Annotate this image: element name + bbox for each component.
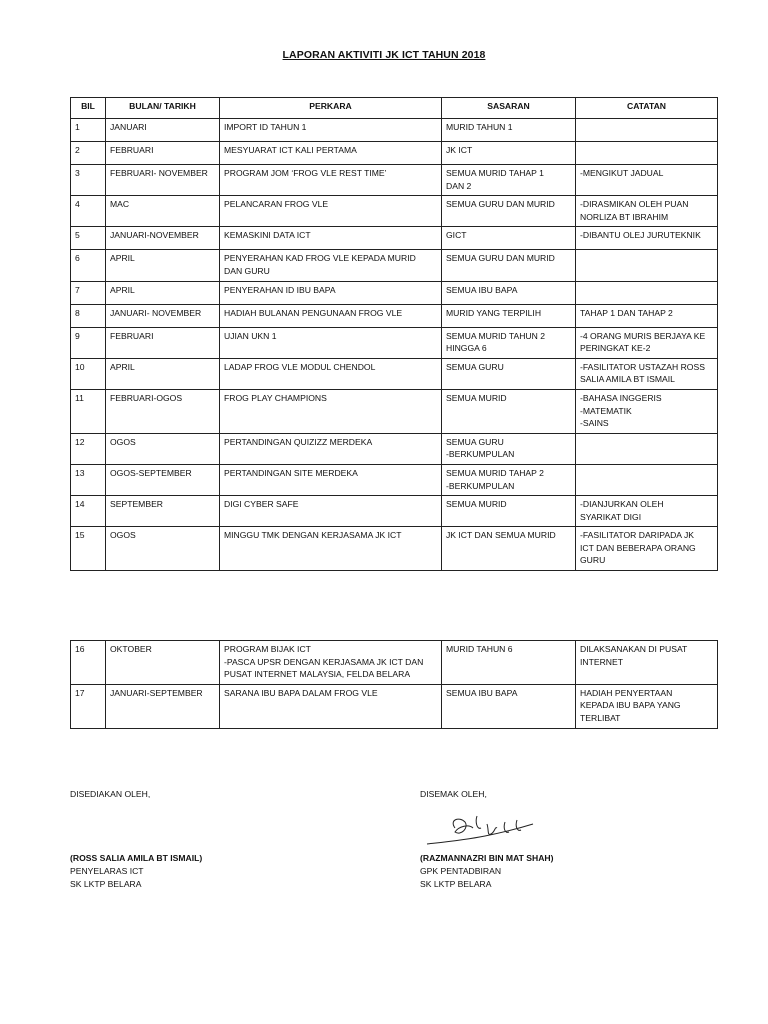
header-bulan: BULAN/ TARIKH xyxy=(106,98,220,119)
cell-catatan xyxy=(576,433,718,464)
cell-sasaran: JK ICT DAN SEMUA MURID xyxy=(442,527,576,571)
signature-block-checked xyxy=(420,852,554,891)
page-title: LAPORAN AKTIVITI JK ICT TAHUN 2018 xyxy=(282,49,486,61)
cell-perkara: DIGI CYBER SAFE xyxy=(220,496,442,527)
cell-catatan: TAHAP 1 DAN TAHAP 2 xyxy=(576,304,718,327)
checked-by-label: DISEMAK OLEH, xyxy=(420,789,487,799)
cell-perkara: FROG PLAY CHAMPIONS xyxy=(220,389,442,433)
table-body-continued xyxy=(71,641,718,729)
cell-sasaran: SEMUA GURU DAN MURID xyxy=(442,250,576,281)
cell-sasaran: SEMUA MURID xyxy=(442,496,576,527)
table-row xyxy=(71,684,718,728)
table-row xyxy=(71,389,718,433)
cell-bil: 13 xyxy=(71,464,106,495)
signature-block-prepared xyxy=(70,852,202,891)
cell-bil: 5 xyxy=(71,227,106,250)
cell-bulan: APRIL xyxy=(106,250,220,281)
cell-bil: 1 xyxy=(71,119,106,142)
cell-bil: 16 xyxy=(71,641,106,685)
cell-bulan: OKTOBER xyxy=(106,641,220,685)
preparer-name: (ROSS SALIA AMILA BT ISMAIL) xyxy=(70,853,203,863)
cell-perkara: PELANCARAN FROG VLE xyxy=(220,196,442,227)
prepared-by-label: DISEDIAKAN OLEH, xyxy=(70,789,151,799)
cell-sasaran: SEMUA IBU BAPA xyxy=(442,281,576,304)
table-header-row xyxy=(71,98,718,119)
cell-bulan: FEBRUARI- NOVEMBER xyxy=(106,165,220,196)
cell-catatan: -DIANJURKAN OLEH SYARIKAT DIGI xyxy=(576,496,718,527)
cell-sasaran: MURID TAHUN 6 xyxy=(442,641,576,685)
cell-bil: 11 xyxy=(71,389,106,433)
table-row xyxy=(71,496,718,527)
table-row xyxy=(71,196,718,227)
cell-perkara: PERTANDINGAN SITE MERDEKA xyxy=(220,464,442,495)
cell-bulan: JANUARI-NOVEMBER xyxy=(106,227,220,250)
table-row xyxy=(71,142,718,165)
cell-perkara: LADAP FROG VLE MODUL CHENDOL xyxy=(220,358,442,389)
cell-sasaran: SEMUA MURID xyxy=(442,389,576,433)
activity-table-continued xyxy=(70,640,718,729)
table-row xyxy=(71,250,718,281)
cell-sasaran: SEMUA GURU DAN MURID xyxy=(442,196,576,227)
header-sasaran: SASARAN xyxy=(442,98,576,119)
cell-bulan: APRIL xyxy=(106,281,220,304)
cell-catatan xyxy=(576,119,718,142)
cell-perkara: HADIAH BULANAN PENGUNAAN FROG VLE xyxy=(220,304,442,327)
cell-catatan: -DIRASMIKAN OLEH PUAN NORLIZA BT IBRAHIM xyxy=(576,196,718,227)
cell-bil: 7 xyxy=(71,281,106,304)
table-row xyxy=(71,119,718,142)
cell-catatan: -FASILITATOR DARIPADA JK ICT DAN BEBERAPA ORANG GURU xyxy=(576,527,718,571)
checker-name: (RAZMANNAZRI BIN MAT SHAH) xyxy=(420,853,554,863)
cell-perkara: IMPORT ID TAHUN 1 xyxy=(220,119,442,142)
cell-bil: 15 xyxy=(71,527,106,571)
header-bil: BIL xyxy=(71,98,106,119)
cell-bulan: OGOS xyxy=(106,433,220,464)
cell-bil: 9 xyxy=(71,327,106,358)
cell-catatan xyxy=(576,142,718,165)
cell-bil: 6 xyxy=(71,250,106,281)
cell-catatan: -MENGIKUT JADUAL xyxy=(576,165,718,196)
cell-bil: 3 xyxy=(71,165,106,196)
cell-sasaran: SEMUA GURU -BERKUMPULAN xyxy=(442,433,576,464)
cell-sasaran: SEMUA MURID TAHAP 2 -BERKUMPULAN xyxy=(442,464,576,495)
cell-perkara: PERTANDINGAN QUIZIZZ MERDEKA xyxy=(220,433,442,464)
cell-catatan: -DIBANTU OLEJ JURUTEKNIK xyxy=(576,227,718,250)
cell-sasaran: SEMUA MURID TAHUN 2 HINGGA 6 xyxy=(442,327,576,358)
table-row xyxy=(71,327,718,358)
cell-bulan: SEPTEMBER xyxy=(106,496,220,527)
cell-bil: 12 xyxy=(71,433,106,464)
cell-catatan: -4 ORANG MURIS BERJAYA KE PERINGKAT KE-2 xyxy=(576,327,718,358)
table-row xyxy=(71,527,718,571)
cell-catatan: -FASILITATOR USTAZAH ROSS SALIA AMILA BT ISMAIL xyxy=(576,358,718,389)
activity-table xyxy=(70,97,718,571)
cell-bulan: MAC xyxy=(106,196,220,227)
cell-perkara: PROGRAM JOM ‘FROG VLE REST TIME’ xyxy=(220,165,442,196)
cell-catatan: -BAHASA INGGERIS -MATEMATIK -SAINS xyxy=(576,389,718,433)
table-row xyxy=(71,433,718,464)
table-row xyxy=(71,281,718,304)
cell-catatan: DILAKSANAKAN DI PUSAT INTERNET xyxy=(576,641,718,685)
cell-bulan: JANUARI xyxy=(106,119,220,142)
table-row xyxy=(71,227,718,250)
cell-bil: 2 xyxy=(71,142,106,165)
cell-bil: 14 xyxy=(71,496,106,527)
preparer-org: SK LKTP BELARA xyxy=(70,879,142,889)
cell-bulan: APRIL xyxy=(106,358,220,389)
cell-bil: 4 xyxy=(71,196,106,227)
cell-bil: 17 xyxy=(71,684,106,728)
table-row xyxy=(71,641,718,685)
table-row xyxy=(71,304,718,327)
cell-sasaran: SEMUA MURID TAHAP 1 DAN 2 xyxy=(442,165,576,196)
cell-sasaran: SEMUA IBU BAPA xyxy=(442,684,576,728)
cell-perkara: PROGRAM BIJAK ICT -PASCA UPSR DENGAN KERJASAMA JK ICT DAN PUSAT INTERNET MALAYSIA, FELDA BELARA xyxy=(220,641,442,685)
cell-bulan: OGOS xyxy=(106,527,220,571)
cell-bulan: JANUARI- NOVEMBER xyxy=(106,304,220,327)
cell-sasaran: MURID YANG TERPILIH xyxy=(442,304,576,327)
cell-bulan: FEBRUARI-OGOS xyxy=(106,389,220,433)
cell-sasaran: JK ICT xyxy=(442,142,576,165)
table-row xyxy=(71,165,718,196)
cell-perkara: MESYUARAT ICT KALI PERTAMA xyxy=(220,142,442,165)
cell-sasaran: MURID TAHUN 1 xyxy=(442,119,576,142)
cell-bulan: FEBRUARI xyxy=(106,327,220,358)
preparer-role: PENYELARAS ICT xyxy=(70,866,144,876)
cell-catatan xyxy=(576,250,718,281)
cell-sasaran: GICT xyxy=(442,227,576,250)
cell-perkara: KEMASKINI DATA ICT xyxy=(220,227,442,250)
table-body xyxy=(71,119,718,571)
cell-perkara: PENYERAHAN KAD FROG VLE KEPADA MURID DAN GURU xyxy=(220,250,442,281)
handwritten-signature xyxy=(425,806,535,852)
header-perkara: PERKARA xyxy=(220,98,442,119)
table-row xyxy=(71,358,718,389)
cell-sasaran: SEMUA GURU xyxy=(442,358,576,389)
cell-perkara: MINGGU TMK DENGAN KERJASAMA JK ICT xyxy=(220,527,442,571)
cell-bulan: OGOS-SEPTEMBER xyxy=(106,464,220,495)
cell-bil: 10 xyxy=(71,358,106,389)
cell-bulan: JANUARI-SEPTEMBER xyxy=(106,684,220,728)
checker-role: GPK PENTADBIRAN xyxy=(420,866,502,876)
cell-bulan: FEBRUARI xyxy=(106,142,220,165)
cell-catatan xyxy=(576,464,718,495)
cell-perkara: SARANA IBU BAPA DALAM FROG VLE xyxy=(220,684,442,728)
cell-catatan xyxy=(576,281,718,304)
cell-catatan: HADIAH PENYERTAAN KEPADA IBU BAPA YANG TERLIBAT xyxy=(576,684,718,728)
cell-perkara: PENYERAHAN ID IBU BAPA xyxy=(220,281,442,304)
cell-perkara: UJIAN UKN 1 xyxy=(220,327,442,358)
table-row xyxy=(71,464,718,495)
cell-bil: 8 xyxy=(71,304,106,327)
checker-org: SK LKTP BELARA xyxy=(420,879,492,889)
header-catatan: CATATAN xyxy=(576,98,718,119)
